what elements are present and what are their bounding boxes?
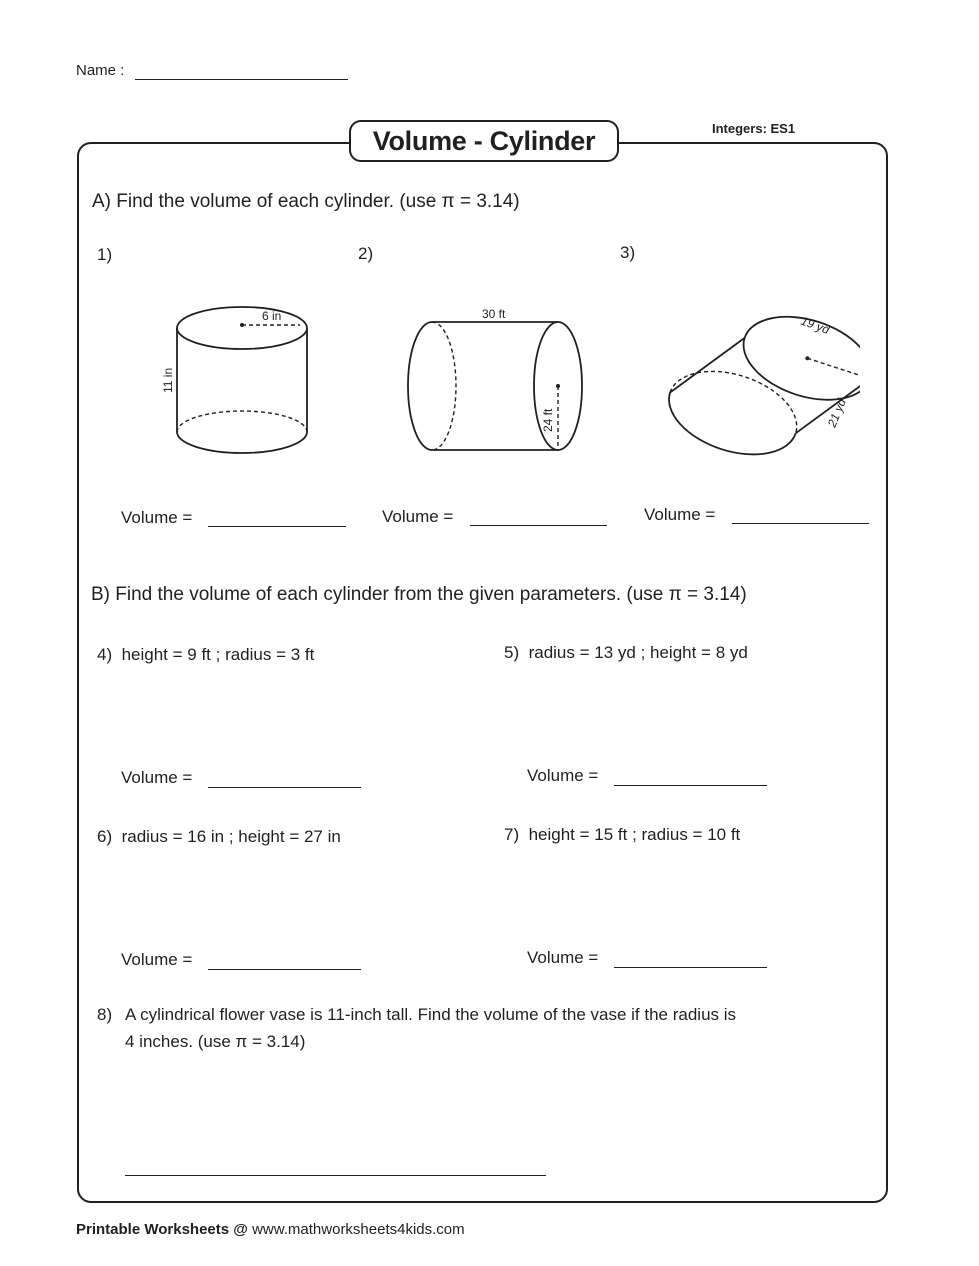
problem-5-volume-label: Volume =	[527, 766, 599, 785]
footer-url[interactable]: www.mathworksheets4kids.com	[252, 1221, 465, 1238]
cylinder-1-height-label: 11 in	[161, 367, 175, 393]
problem-6-number: 6)	[97, 827, 113, 846]
cylinder-3-height-label: 21 yd	[824, 396, 849, 430]
problem-8-text-line-1: A cylindrical flower vase is 11-inch tall. Find the volume of the vase if the radius is	[125, 1005, 737, 1024]
footer	[76, 1221, 465, 1238]
problem-4-number: 4)	[97, 645, 113, 664]
problem-2-number: 2)	[358, 244, 374, 263]
problem-2-answer-line[interactable]	[470, 525, 607, 526]
problem-7-answer-line[interactable]	[614, 967, 767, 968]
problem-4-text: height = 9 ft ; radius = 3 ft	[121, 645, 315, 664]
problem-4	[97, 645, 314, 665]
cylinder-2-diameter-label: 24 ft	[541, 408, 555, 432]
problem-6-volume-label: Volume =	[121, 950, 193, 969]
level-label: Integers: ES1	[712, 121, 796, 136]
cylinder-3-diagram	[655, 282, 860, 477]
problem-5-text: radius = 13 yd ; height = 8 yd	[528, 643, 748, 662]
cylinder-3-top	[733, 302, 860, 415]
problem-5	[504, 643, 748, 663]
section-b-instruction: B) Find the volume of each cylinder from the given parameters. (use π = 3.14)	[91, 584, 747, 605]
problem-8-text-line-2: 4 inches. (use π = 3.14)	[125, 1032, 306, 1051]
problem-1-volume-label: Volume =	[121, 508, 193, 527]
problem-6-text: radius = 16 in ; height = 27 in	[121, 827, 341, 846]
cylinder-1-radius-label: 6 in	[262, 309, 282, 323]
problem-4-volume-label: Volume =	[121, 768, 193, 787]
problem-3-number: 3)	[620, 243, 636, 262]
footer-label: Printable Worksheets @	[76, 1221, 248, 1238]
problem-3-answer-line[interactable]	[732, 523, 869, 524]
cylinder-1-diagram	[150, 295, 320, 465]
problem-7-text: height = 15 ft ; radius = 10 ft	[528, 825, 741, 844]
name-label: Name :	[76, 62, 125, 79]
problem-6	[97, 827, 341, 847]
name-answer-line[interactable]	[135, 79, 348, 80]
cylinder-2-height-label: 30 ft	[482, 307, 506, 321]
problem-4-answer-line[interactable]	[208, 787, 361, 788]
problem-7-volume-label: Volume =	[527, 948, 599, 967]
problem-8-answer-line[interactable]	[125, 1175, 546, 1176]
problem-5-answer-line[interactable]	[614, 785, 767, 786]
cylinder-3-radius-label: 19 yd	[798, 313, 832, 337]
problem-8-number: 8)	[97, 1005, 113, 1024]
problem-1-answer-line[interactable]	[208, 526, 346, 527]
cylinder-2-diagram	[400, 300, 595, 460]
section-a-instruction: A) Find the volume of each cylinder. (use π = 3.14)	[92, 191, 520, 212]
problem-6-answer-line[interactable]	[208, 969, 361, 970]
problem-7-number: 7)	[504, 825, 520, 844]
problem-7	[504, 825, 740, 845]
problem-1-number: 1)	[97, 245, 113, 264]
problem-2-volume-label: Volume =	[382, 507, 454, 526]
problem-3-volume-label: Volume =	[644, 505, 716, 524]
cylinder-1-top	[177, 307, 307, 349]
worksheet-title: Volume - Cylinder	[349, 120, 619, 162]
problem-5-number: 5)	[504, 643, 520, 662]
